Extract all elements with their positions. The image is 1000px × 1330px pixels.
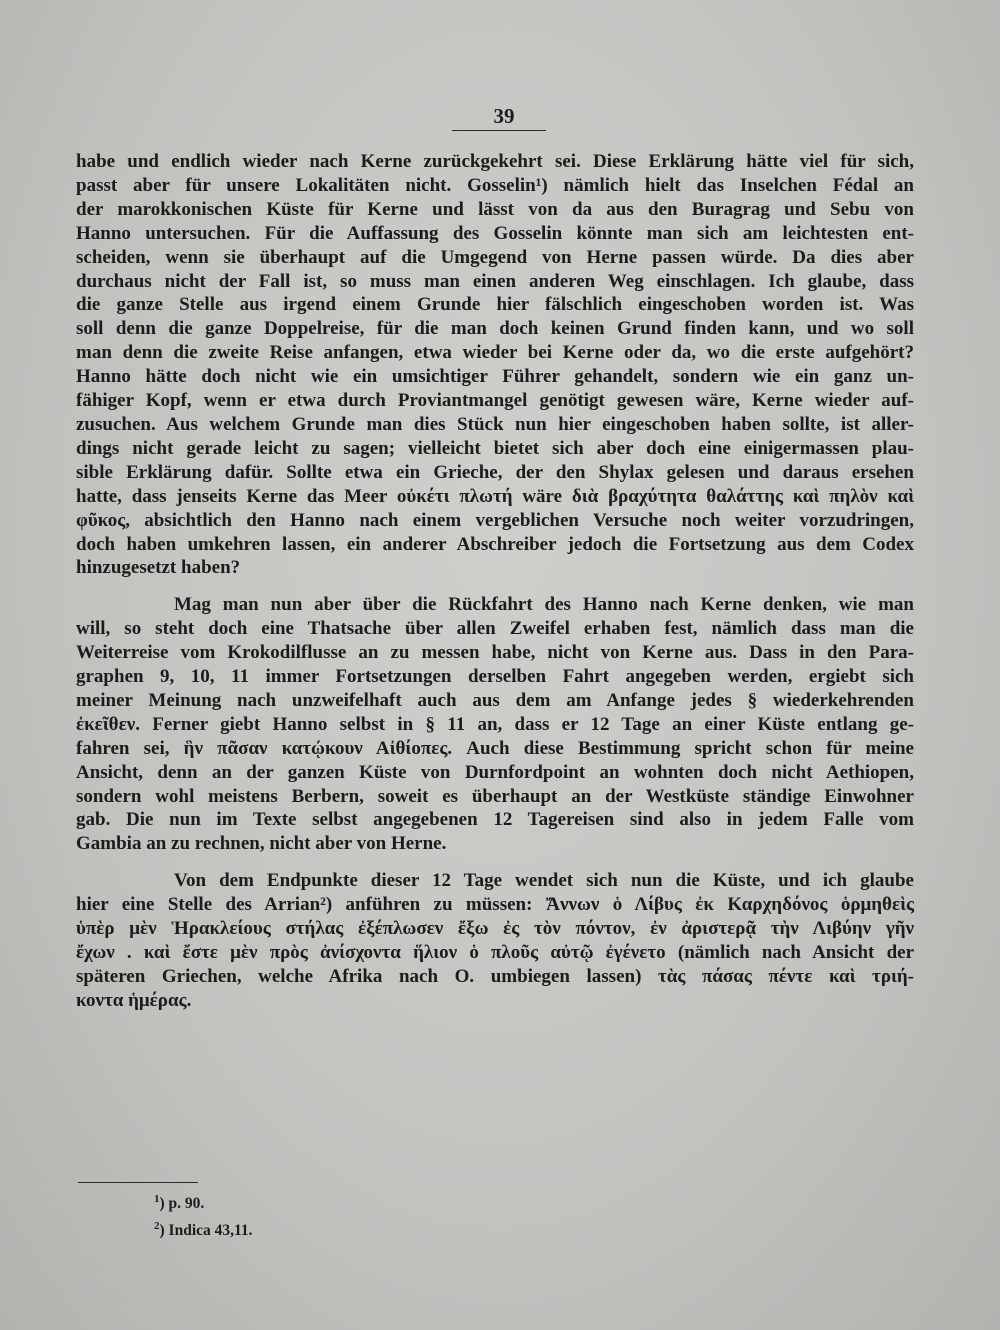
text-line: hinzugesetzt haben? (76, 557, 241, 579)
text-line: Mag man nun aber über die Rückfahrt des Hanno nach Kerne denken, wie man (174, 594, 914, 616)
text-line: dings nicht gerade leicht zu sagen; vielleicht bietet sich aber doch eine einigermassen plau- (76, 437, 914, 459)
text-line: φῦκος, absichtlich den Hanno nach einem vergeblichen Versuche noch weiter vorzudringen, (76, 509, 914, 531)
text-line: fahren sei, ἣν πᾶσαν κατῴκουν Αἰθίοπες. Auch diese Bestimmung spricht schon für meine (76, 737, 914, 759)
page-number-rule (452, 130, 546, 131)
text-line: ἐκεῖθεν. Ferner giebt Hanno selbst in § 11 an, dass er 12 Tage an einer Küste entlang ge- (76, 713, 914, 735)
text-line: die ganze Stelle aus irgend einem Grunde hier fälschlich eingeschoben worden ist. Was (76, 294, 914, 316)
text-line: zusuchen. Aus welchem Grunde man dies Stück nun hier eingeschoben haben sollte, ist aller- (76, 413, 914, 435)
text-line: passt aber für unsere Lokalitäten nicht. Gosselin¹) nämlich hielt das Inselchen Fédal an (76, 174, 914, 196)
paragraph (76, 150, 914, 580)
text-line: Ansicht, denn an der ganzen Küste von Durnfordpoint an wohnten doch nicht Aethiopen, (76, 761, 914, 783)
footnote-marker: 2 (154, 1220, 160, 1233)
text-line: Von dem Endpunkte dieser 12 Tage wendet sich nun die Küste, und ich glaube (174, 870, 914, 892)
text-line: Weiterreise vom Krokodilflusse an zu messen habe, nicht von Kerne aus. Dass in den Para- (76, 642, 914, 664)
body-text (76, 150, 914, 1013)
footnote-paren: ) (159, 1222, 169, 1240)
text-line: will, so steht doch eine Thatsache über allen Zweifel erhaben fest, nämlich dass man die (76, 618, 914, 640)
footnotes (154, 1188, 253, 1242)
text-line: gab. Die nun im Texte selbst angegebenen 12 Tagereisen sind also in jedem Falle vom (76, 809, 914, 831)
paragraph (76, 869, 914, 1012)
footnote-marker: 1 (154, 1193, 160, 1205)
page-number: 39 (493, 104, 515, 128)
text-line: späteren Griechen, welche Afrika nach O. umbiegen lassen) τὰς πάσας πέντε καὶ τριή- (76, 965, 914, 987)
text-line: ἔχων . καὶ ἔστε μὲν πρὸς ἀνίσχοντα ἥλιον ὁ πλοῦς αὐτῷ ἐγένετο (nämlich nach Ansicht der (76, 942, 914, 963)
text-line: fähiger Kopf, wenn er etwa durch Proviantmangel genötigt gewesen wäre, Kerne wieder auf- (76, 390, 914, 412)
text-line: durchaus nicht der Fall ist, so muss man einen anderen Weg einschlagen. Ich glaube, dass (76, 270, 914, 292)
footnote-paren: ) (159, 1195, 169, 1213)
text-line: habe und endlich wieder nach Kerne zurückgekehrt sei. Diese Erklärung hätte viel für sich, (76, 151, 914, 172)
footnote (154, 1188, 253, 1215)
text-line: graphen 9, 10, 11 immer Fortsetzungen derselben Fahrt angegeben werden, ergiebt sich (76, 666, 914, 688)
text-line: der marokkonischen Küste für Kerne und lässt von da aus den Buragrag und Sebu von (76, 198, 914, 220)
paragraph (76, 593, 914, 856)
text-line: Gambia an zu rechnen, nicht aber von Herne. (76, 833, 447, 855)
text-line: sible Erklärung dafür. Sollte etwa ein Grieche, der den Shylax gelesen und daraus ersehen (76, 461, 914, 483)
footnote (154, 1215, 253, 1242)
text-line: κοντα ἡμέρας. (76, 989, 192, 1011)
text-line: scheiden, wenn sie überhaupt auf die Umgegend von Herne passen würde. Da dies aber (76, 246, 914, 268)
text-line: hatte, dass jenseits Kerne das Meer οὐκέτι πλωτή wäre διὰ βραχύτητα θαλάττης καὶ πηλὸν καὶ (76, 485, 914, 507)
text-line: Hanno untersuchen. Für die Auffassung des Gosselin könnte man sich am leichtesten ent- (76, 222, 914, 244)
text-line: ὑπὲρ μὲν Ἡρακλείους στήλας ἐξέπλωσεν ἔξω ἐς τὸν πόντον, ἐν ἀριστερᾷ τὴν Λιβύην γῆν (76, 918, 914, 940)
text-line: doch haben umkehren lassen, ein anderer Abschreiber jedoch die Fortsetzung aus dem Codex (76, 533, 914, 555)
text-line: Hanno hätte doch nicht wie ein umsichtiger Führer gehandelt, sondern wie ein ganz un- (76, 366, 914, 388)
footnote-rule (78, 1182, 198, 1183)
text-line: meiner Meinung nach unzweifelhaft auch aus dem am Anfange jedes § wiederkehrenden (76, 689, 914, 711)
footnote-text: Indica 43,11. (168, 1222, 253, 1240)
text-line: soll denn die ganze Doppelreise, für die man doch keinen Grund finden kann, und wo soll (76, 318, 914, 340)
text-line: man denn die zweite Reise anfangen, etwa wieder bei Kerne oder da, wo die erste aufgehört? (76, 342, 914, 364)
text-line: hier eine Stelle des Arrian²) anführen zu müssen: Ἄννων ὁ Λίβυς ἐκ Καρχηδόνος ὁρμηθεὶς (76, 894, 914, 916)
footnote-text: p. 90. (168, 1195, 205, 1213)
text-line: sondern wohl meistens Berbern, soweit es überhaupt an der Westküste ständige Einwohner (76, 785, 914, 807)
